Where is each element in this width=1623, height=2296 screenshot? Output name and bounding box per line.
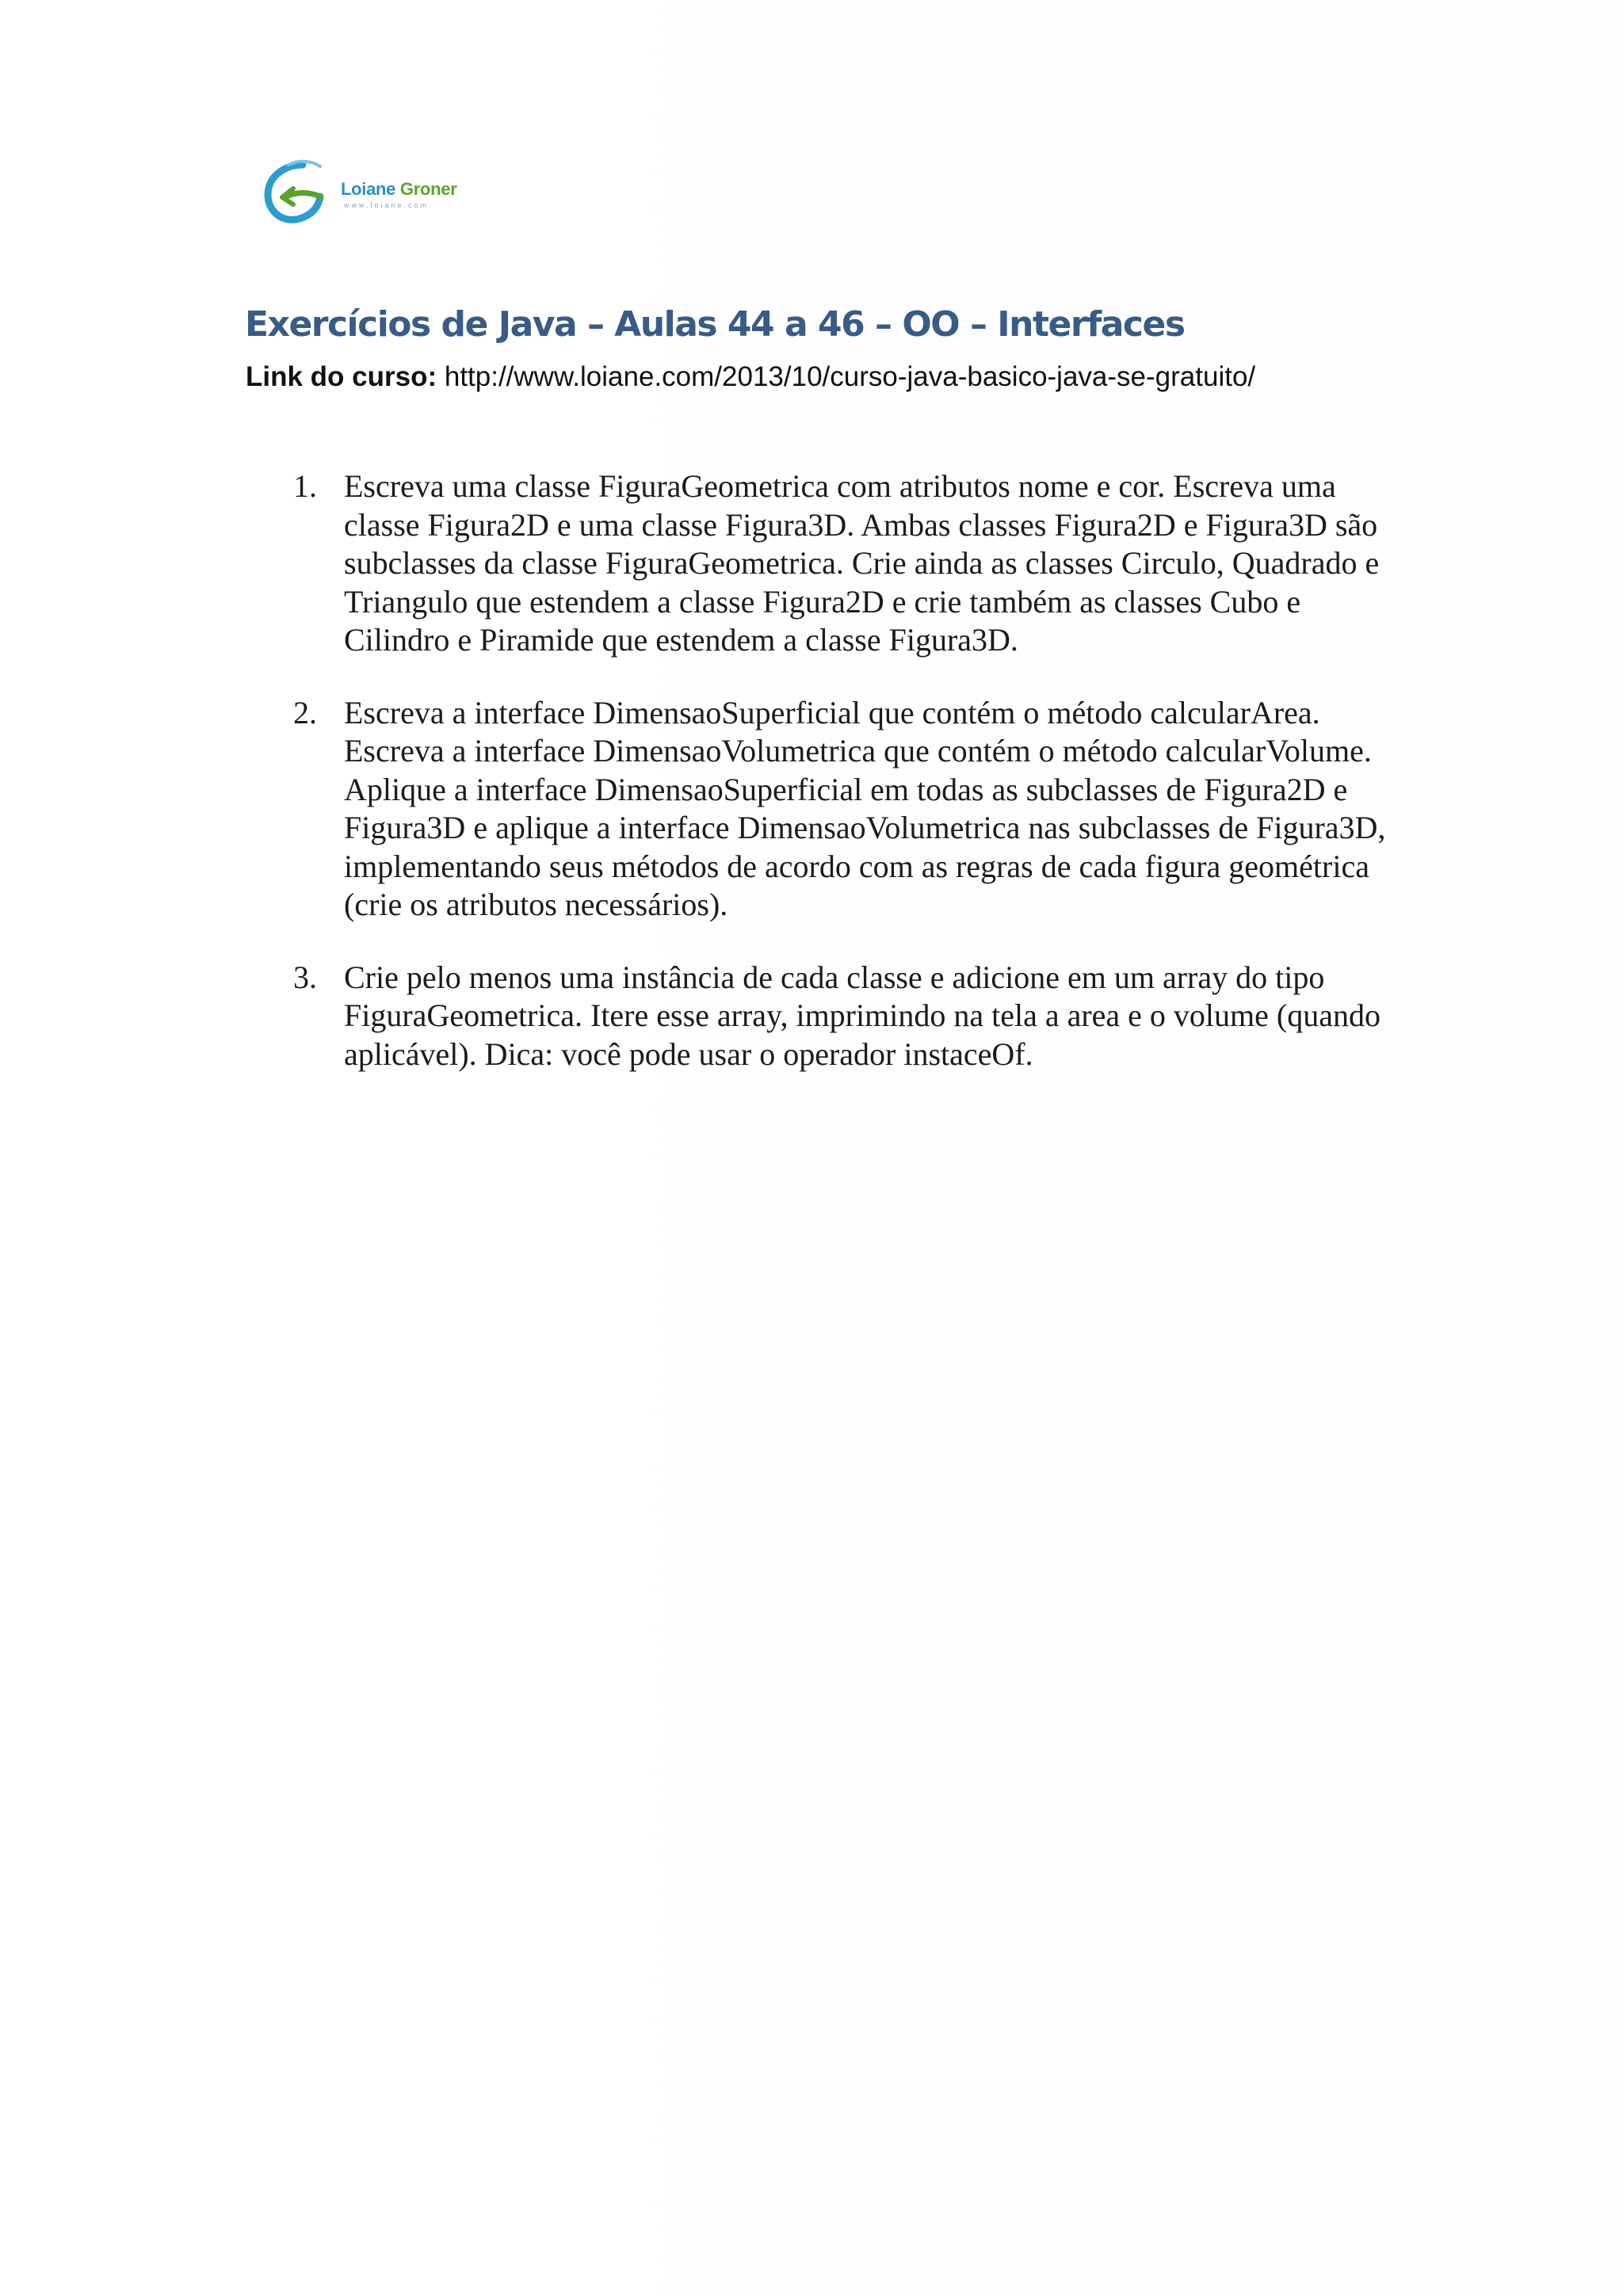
page-title: Exercícios de Java – Aulas 44 a 46 – OO – Interfaces (245, 304, 1185, 345)
logo-url: www.loiane.com (344, 201, 430, 209)
course-link-label: Link do curso: (246, 361, 437, 392)
exercise-item-1 (293, 467, 1387, 660)
exercise-number: 2. (293, 694, 317, 730)
exercise-text: Escreva a interface DimensaoSuperficial que contém o método calcularArea. Escreva a interface DimensaoVolumetrica que contém o método calcularVolume. Aplique a interface DimensaoSuperficial em todas as subclasses de Figura2D e Figura3D e aplique a interface DimensaoVolumetrica nas subclasses de Figura3D, implementando seus métodos de acordo com as regras de cada figura geométrica (crie os atributos necessários). (344, 694, 1386, 922)
exercise-text: Escreva uma classe FiguraGeometrica com atributos nome e cor. Escreva uma classe Figura2D e uma classe Figura3D. Ambas classes Figura2D e Figura3D são subclasses da classe FiguraGeometrica. Crie ainda as classes Circulo, Quadrado e Triangulo que estendem a classe Figura2D e crie também as classes Cubo e Cilindro e Piramide que estendem a classe Figura3D. (344, 468, 1380, 658)
course-link-url[interactable]: http://www.loiane.com/2013/10/curso-java-basico-java-se-gratuito/ (444, 361, 1256, 392)
exercise-text: Crie pelo menos uma instância de cada classe e adicione em um array do tipo FiguraGeometrica. Itere esse array, imprimindo na tela a area e o volume (quando aplicável). Dica: você pode usar o operador instaceOf. (344, 959, 1381, 1072)
exercise-number: 1. (293, 468, 317, 504)
exercise-item-2 (293, 694, 1387, 925)
logo-name: Loiane Groner (341, 179, 457, 199)
loiane-groner-logo (262, 155, 457, 235)
course-link (246, 361, 1255, 393)
exercise-number: 3. (293, 959, 317, 995)
logo-swirl-icon (262, 155, 341, 235)
exercise-list (293, 467, 1387, 1108)
exercise-item-3 (293, 959, 1387, 1074)
